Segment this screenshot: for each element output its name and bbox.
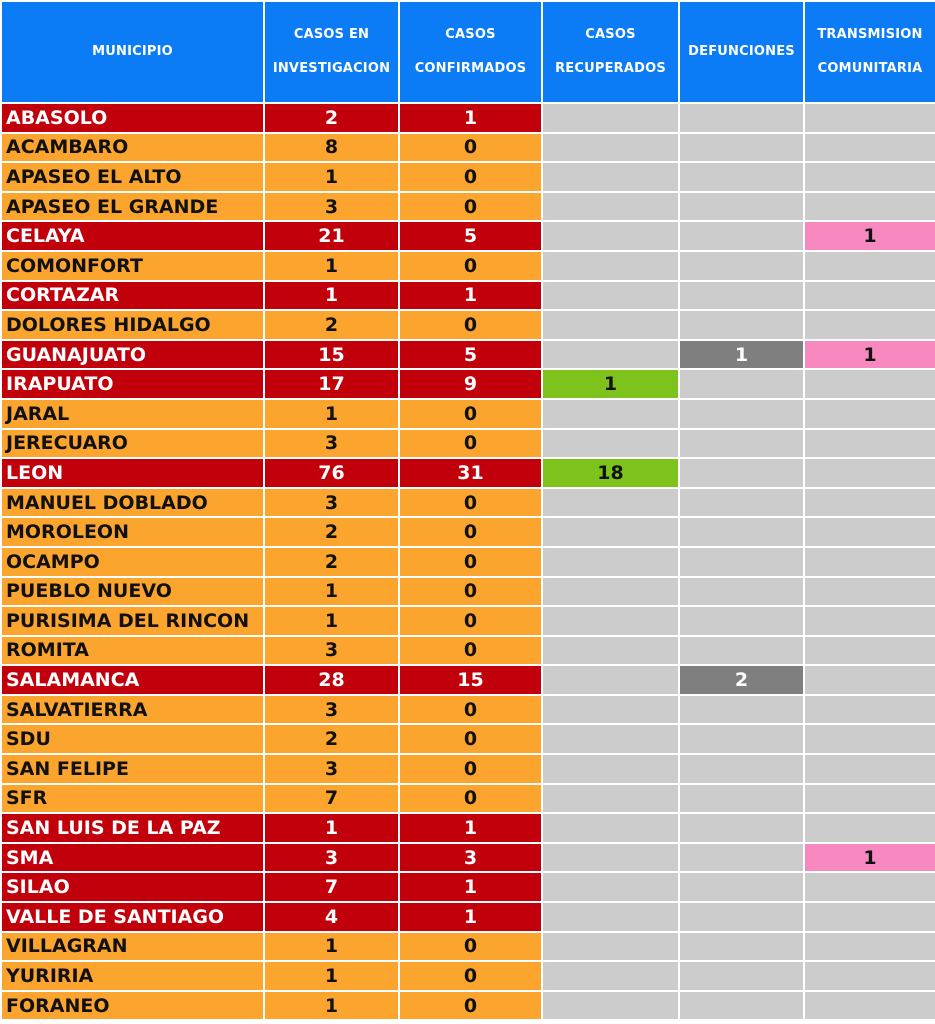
confirmados-cell: 0 bbox=[399, 517, 542, 547]
investigacion-cell: 1 bbox=[264, 251, 399, 281]
table-row bbox=[1, 695, 935, 725]
table-row bbox=[1, 221, 935, 251]
defunciones-cell bbox=[679, 754, 804, 784]
confirmados-cell: 0 bbox=[399, 133, 542, 163]
transmision-cell bbox=[804, 665, 935, 695]
defunciones-cell bbox=[679, 429, 804, 459]
municipio-cell: COMONFORT bbox=[1, 251, 264, 281]
defunciones-cell bbox=[679, 251, 804, 281]
recuperados-cell bbox=[542, 281, 679, 311]
header-label-line: TRANSMISION bbox=[817, 27, 923, 42]
investigacion-cell: 2 bbox=[264, 724, 399, 754]
investigacion-cell: 3 bbox=[264, 695, 399, 725]
table-row bbox=[1, 932, 935, 962]
transmision-cell bbox=[804, 281, 935, 311]
confirmados-cell: 0 bbox=[399, 310, 542, 340]
municipio-cell: JERECUARO bbox=[1, 429, 264, 459]
municipio-cell: MOROLEON bbox=[1, 517, 264, 547]
confirmados-cell: 0 bbox=[399, 991, 542, 1021]
municipio-cell: VILLAGRAN bbox=[1, 932, 264, 962]
transmision-cell bbox=[804, 606, 935, 636]
investigacion-cell: 2 bbox=[264, 103, 399, 133]
recuperados-cell bbox=[542, 724, 679, 754]
municipio-cell: SAN LUIS DE LA PAZ bbox=[1, 813, 264, 843]
confirmados-cell: 0 bbox=[399, 251, 542, 281]
table-row bbox=[1, 724, 935, 754]
table-row bbox=[1, 399, 935, 429]
defunciones-cell bbox=[679, 813, 804, 843]
table-row bbox=[1, 961, 935, 991]
municipio-cell: DOLORES HIDALGO bbox=[1, 310, 264, 340]
recuperados-cell bbox=[542, 429, 679, 459]
header-label-line: CASOS bbox=[585, 27, 636, 42]
investigacion-cell: 1 bbox=[264, 813, 399, 843]
defunciones-cell bbox=[679, 369, 804, 399]
municipio-cell: FORANEO bbox=[1, 991, 264, 1021]
defunciones-cell bbox=[679, 310, 804, 340]
recuperados-cell bbox=[542, 251, 679, 281]
table-row bbox=[1, 429, 935, 459]
transmision-cell bbox=[804, 902, 935, 932]
table-row bbox=[1, 192, 935, 222]
confirmados-cell: 0 bbox=[399, 784, 542, 814]
defunciones-cell bbox=[679, 872, 804, 902]
municipio-cell: GUANAJUATO bbox=[1, 340, 264, 370]
municipio-cell: ROMITA bbox=[1, 636, 264, 666]
municipio-cell: SALVATIERRA bbox=[1, 695, 264, 725]
municipio-cell: SFR bbox=[1, 784, 264, 814]
confirmados-cell: 1 bbox=[399, 103, 542, 133]
investigacion-cell: 76 bbox=[264, 458, 399, 488]
recuperados-cell bbox=[542, 547, 679, 577]
transmision-cell bbox=[804, 636, 935, 666]
confirmados-cell: 0 bbox=[399, 488, 542, 518]
defunciones-cell bbox=[679, 636, 804, 666]
header-label-line: RECUPERADOS bbox=[555, 61, 666, 76]
confirmados-cell: 0 bbox=[399, 932, 542, 962]
investigacion-cell: 17 bbox=[264, 369, 399, 399]
table-row bbox=[1, 843, 935, 873]
header-casos-recuperados bbox=[542, 1, 679, 103]
investigacion-cell: 3 bbox=[264, 192, 399, 222]
header-label-line: COMUNITARIA bbox=[817, 61, 923, 76]
recuperados-cell bbox=[542, 991, 679, 1021]
transmision-cell bbox=[804, 517, 935, 547]
recuperados-cell bbox=[542, 133, 679, 163]
defunciones-cell bbox=[679, 695, 804, 725]
table-row bbox=[1, 754, 935, 784]
municipio-cell: JARAL bbox=[1, 399, 264, 429]
recuperados-cell: 1 bbox=[542, 369, 679, 399]
investigacion-cell: 1 bbox=[264, 399, 399, 429]
transmision-cell: 1 bbox=[804, 221, 935, 251]
confirmados-cell: 31 bbox=[399, 458, 542, 488]
investigacion-cell: 3 bbox=[264, 636, 399, 666]
defunciones-cell bbox=[679, 221, 804, 251]
transmision-cell bbox=[804, 429, 935, 459]
transmision-cell bbox=[804, 133, 935, 163]
recuperados-cell: 18 bbox=[542, 458, 679, 488]
confirmados-cell: 0 bbox=[399, 724, 542, 754]
confirmados-cell: 9 bbox=[399, 369, 542, 399]
defunciones-cell bbox=[679, 488, 804, 518]
recuperados-cell bbox=[542, 961, 679, 991]
municipio-cell: ACAMBARO bbox=[1, 133, 264, 163]
confirmados-cell: 0 bbox=[399, 695, 542, 725]
transmision-cell bbox=[804, 754, 935, 784]
confirmados-cell: 1 bbox=[399, 281, 542, 311]
municipio-cell: PURISIMA DEL RINCON bbox=[1, 606, 264, 636]
confirmados-cell: 0 bbox=[399, 429, 542, 459]
defunciones-cell bbox=[679, 784, 804, 814]
investigacion-cell: 28 bbox=[264, 665, 399, 695]
investigacion-cell: 8 bbox=[264, 133, 399, 163]
investigacion-cell: 7 bbox=[264, 872, 399, 902]
municipio-cell: MANUEL DOBLADO bbox=[1, 488, 264, 518]
recuperados-cell bbox=[542, 932, 679, 962]
municipio-cell: OCAMPO bbox=[1, 547, 264, 577]
investigacion-cell: 1 bbox=[264, 961, 399, 991]
table-row bbox=[1, 902, 935, 932]
recuperados-cell bbox=[542, 162, 679, 192]
table-body bbox=[1, 103, 935, 1020]
table-row bbox=[1, 813, 935, 843]
transmision-cell: 1 bbox=[804, 843, 935, 873]
municipio-cell: SDU bbox=[1, 724, 264, 754]
recuperados-cell bbox=[542, 784, 679, 814]
confirmados-cell: 1 bbox=[399, 813, 542, 843]
header-defunciones bbox=[679, 1, 804, 103]
table-row bbox=[1, 488, 935, 518]
confirmados-cell: 5 bbox=[399, 340, 542, 370]
header-label-line: CASOS bbox=[445, 27, 496, 42]
confirmados-cell: 0 bbox=[399, 961, 542, 991]
table-row bbox=[1, 281, 935, 311]
recuperados-cell bbox=[542, 192, 679, 222]
recuperados-cell bbox=[542, 872, 679, 902]
table-row bbox=[1, 547, 935, 577]
confirmados-cell: 5 bbox=[399, 221, 542, 251]
table-row bbox=[1, 162, 935, 192]
confirmados-cell: 0 bbox=[399, 636, 542, 666]
investigacion-cell: 15 bbox=[264, 340, 399, 370]
table-row bbox=[1, 310, 935, 340]
recuperados-cell bbox=[542, 340, 679, 370]
transmision-cell bbox=[804, 488, 935, 518]
recuperados-cell bbox=[542, 665, 679, 695]
table-row bbox=[1, 517, 935, 547]
table-row bbox=[1, 340, 935, 370]
defunciones-cell bbox=[679, 606, 804, 636]
defunciones-cell bbox=[679, 162, 804, 192]
defunciones-cell: 1 bbox=[679, 340, 804, 370]
municipio-cell: APASEO EL GRANDE bbox=[1, 192, 264, 222]
municipio-cell: SILAO bbox=[1, 872, 264, 902]
transmision-cell bbox=[804, 399, 935, 429]
header-casos-investigacion bbox=[264, 1, 399, 103]
table-row bbox=[1, 606, 935, 636]
recuperados-cell bbox=[542, 221, 679, 251]
transmision-cell bbox=[804, 458, 935, 488]
investigacion-cell: 2 bbox=[264, 517, 399, 547]
municipio-cell: SALAMANCA bbox=[1, 665, 264, 695]
defunciones-cell bbox=[679, 517, 804, 547]
header-row bbox=[1, 1, 935, 103]
header-label-line: MUNICIPIO bbox=[92, 44, 173, 59]
table-row bbox=[1, 665, 935, 695]
investigacion-cell: 1 bbox=[264, 281, 399, 311]
recuperados-cell bbox=[542, 310, 679, 340]
table-row bbox=[1, 991, 935, 1021]
table-row bbox=[1, 636, 935, 666]
transmision-cell bbox=[804, 872, 935, 902]
defunciones-cell bbox=[679, 399, 804, 429]
investigacion-cell: 2 bbox=[264, 310, 399, 340]
municipio-cell: VALLE DE SANTIAGO bbox=[1, 902, 264, 932]
confirmados-cell: 3 bbox=[399, 843, 542, 873]
transmision-cell bbox=[804, 577, 935, 607]
defunciones-cell bbox=[679, 547, 804, 577]
transmision-cell bbox=[804, 103, 935, 133]
transmision-cell: 1 bbox=[804, 340, 935, 370]
transmision-cell bbox=[804, 991, 935, 1021]
header-label-line: CASOS EN bbox=[293, 27, 370, 42]
investigacion-cell: 1 bbox=[264, 991, 399, 1021]
investigacion-cell: 1 bbox=[264, 932, 399, 962]
defunciones-cell: 2 bbox=[679, 665, 804, 695]
header-casos-confirmados bbox=[399, 1, 542, 103]
transmision-cell bbox=[804, 162, 935, 192]
recuperados-cell bbox=[542, 754, 679, 784]
investigacion-cell: 7 bbox=[264, 784, 399, 814]
table-row bbox=[1, 577, 935, 607]
defunciones-cell bbox=[679, 961, 804, 991]
municipio-cell: YURIRIA bbox=[1, 961, 264, 991]
defunciones-cell bbox=[679, 843, 804, 873]
transmision-cell bbox=[804, 251, 935, 281]
defunciones-cell bbox=[679, 458, 804, 488]
transmision-cell bbox=[804, 813, 935, 843]
header-label-line: INVESTIGACION bbox=[272, 61, 391, 76]
table-row bbox=[1, 251, 935, 281]
recuperados-cell bbox=[542, 399, 679, 429]
recuperados-cell bbox=[542, 103, 679, 133]
defunciones-cell bbox=[679, 133, 804, 163]
header-label-line: CONFIRMADOS bbox=[414, 61, 527, 76]
header-transmision-comunitaria bbox=[804, 1, 935, 103]
investigacion-cell: 1 bbox=[264, 162, 399, 192]
confirmados-cell: 0 bbox=[399, 754, 542, 784]
transmision-cell bbox=[804, 961, 935, 991]
recuperados-cell bbox=[542, 577, 679, 607]
recuperados-cell bbox=[542, 695, 679, 725]
municipio-cell: CORTAZAR bbox=[1, 281, 264, 311]
confirmados-cell: 1 bbox=[399, 872, 542, 902]
recuperados-cell bbox=[542, 902, 679, 932]
defunciones-cell bbox=[679, 991, 804, 1021]
table-row bbox=[1, 872, 935, 902]
defunciones-cell bbox=[679, 902, 804, 932]
municipio-cell: IRAPUATO bbox=[1, 369, 264, 399]
table-row bbox=[1, 133, 935, 163]
confirmados-cell: 0 bbox=[399, 577, 542, 607]
header-label-line: DEFUNCIONES bbox=[688, 44, 795, 59]
recuperados-cell bbox=[542, 813, 679, 843]
municipio-cell: ABASOLO bbox=[1, 103, 264, 133]
recuperados-cell bbox=[542, 636, 679, 666]
recuperados-cell bbox=[542, 606, 679, 636]
header-municipio bbox=[1, 1, 264, 103]
municipio-cell: PUEBLO NUEVO bbox=[1, 577, 264, 607]
table-row bbox=[1, 784, 935, 814]
recuperados-cell bbox=[542, 517, 679, 547]
recuperados-cell bbox=[542, 488, 679, 518]
table-row bbox=[1, 369, 935, 399]
confirmados-cell: 0 bbox=[399, 162, 542, 192]
municipio-cell: APASEO EL ALTO bbox=[1, 162, 264, 192]
investigacion-cell: 3 bbox=[264, 754, 399, 784]
defunciones-cell bbox=[679, 281, 804, 311]
confirmados-cell: 0 bbox=[399, 606, 542, 636]
defunciones-cell bbox=[679, 192, 804, 222]
confirmados-cell: 0 bbox=[399, 192, 542, 222]
municipio-cell: LEON bbox=[1, 458, 264, 488]
confirmados-cell: 0 bbox=[399, 399, 542, 429]
transmision-cell bbox=[804, 547, 935, 577]
investigacion-cell: 1 bbox=[264, 606, 399, 636]
transmision-cell bbox=[804, 310, 935, 340]
defunciones-cell bbox=[679, 932, 804, 962]
table-row bbox=[1, 458, 935, 488]
confirmados-cell: 1 bbox=[399, 902, 542, 932]
municipio-cell: SAN FELIPE bbox=[1, 754, 264, 784]
transmision-cell bbox=[804, 784, 935, 814]
investigacion-cell: 2 bbox=[264, 547, 399, 577]
defunciones-cell bbox=[679, 724, 804, 754]
investigacion-cell: 21 bbox=[264, 221, 399, 251]
transmision-cell bbox=[804, 369, 935, 399]
defunciones-cell bbox=[679, 103, 804, 133]
municipio-cell: SMA bbox=[1, 843, 264, 873]
investigacion-cell: 1 bbox=[264, 577, 399, 607]
transmision-cell bbox=[804, 695, 935, 725]
defunciones-cell bbox=[679, 577, 804, 607]
recuperados-cell bbox=[542, 843, 679, 873]
municipio-cell: CELAYA bbox=[1, 221, 264, 251]
transmision-cell bbox=[804, 192, 935, 222]
investigacion-cell: 3 bbox=[264, 488, 399, 518]
investigacion-cell: 4 bbox=[264, 902, 399, 932]
confirmados-cell: 15 bbox=[399, 665, 542, 695]
investigacion-cell: 3 bbox=[264, 843, 399, 873]
transmision-cell bbox=[804, 724, 935, 754]
transmision-cell bbox=[804, 932, 935, 962]
confirmados-cell: 0 bbox=[399, 547, 542, 577]
investigacion-cell: 3 bbox=[264, 429, 399, 459]
table-row bbox=[1, 103, 935, 133]
